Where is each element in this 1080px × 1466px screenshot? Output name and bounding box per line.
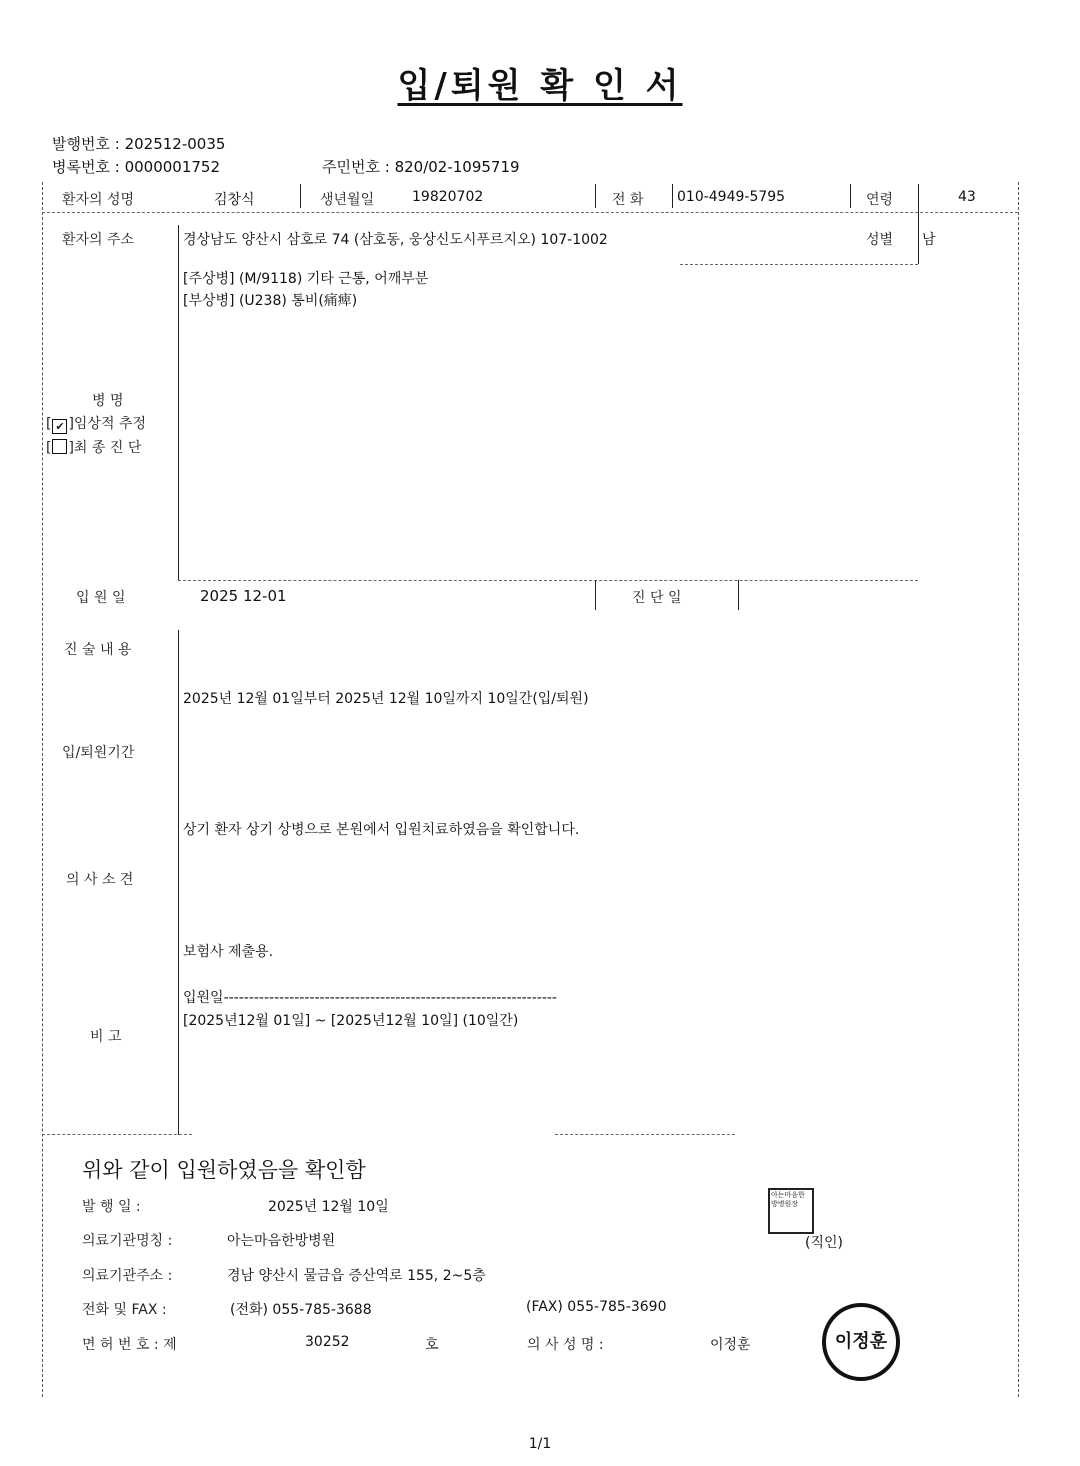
row-line-1 bbox=[42, 212, 1018, 213]
treatment-label: 진 술 내 용 bbox=[64, 642, 132, 658]
remarks-label: 비 고 bbox=[90, 1029, 122, 1045]
sex-label: 성별 bbox=[866, 232, 894, 248]
license-suffix: 호 bbox=[425, 1337, 439, 1353]
sex: 남 bbox=[922, 232, 936, 248]
confirm-statement: 위와 같이 입원하였음을 확인함 bbox=[82, 1158, 366, 1182]
doctor-label: 의 사 성 명 : bbox=[527, 1337, 604, 1353]
final-checkbox[interactable] bbox=[52, 439, 67, 454]
frame-left bbox=[42, 182, 43, 1397]
opinion-text: 상기 환자 상기 상병으로 본원에서 입원치료하였음을 확인합니다. bbox=[183, 822, 580, 838]
institution-phone: (전화) 055-785-3688 bbox=[230, 1302, 372, 1318]
cell-divider bbox=[918, 184, 919, 264]
institution-fax: (FAX) 055-785-3690 bbox=[526, 1299, 667, 1315]
issue-number: 발행번호 : 202512-0035 bbox=[52, 135, 226, 153]
label-divider-bottom bbox=[178, 630, 179, 1135]
frame-right bbox=[1018, 182, 1019, 1397]
address: 경상남도 양산시 삼호로 74 (삼호동, 웅상신도시푸르지오) 107-1002 bbox=[183, 232, 608, 248]
institution-address-label: 의료기관주소 : bbox=[82, 1268, 173, 1284]
cell-divider bbox=[850, 184, 851, 208]
sub-diagnosis: [부상병] (U238) 통비(痛痺) bbox=[183, 293, 358, 309]
row-line-4 bbox=[42, 1134, 192, 1135]
patient-name-label: 환자의 성명 bbox=[62, 192, 135, 208]
institution-address: 경남 양산시 물금읍 증산역로 155, 2~5층 bbox=[227, 1268, 486, 1284]
remarks-line-1: 보험사 제출용. bbox=[183, 944, 274, 960]
clinical-checkbox[interactable]: ✔ bbox=[52, 419, 67, 434]
seal-label: (직인) bbox=[805, 1235, 843, 1251]
remarks-line-2: 입원일------------------------------------------------------------------ bbox=[183, 990, 557, 1006]
diagnosis-label: 병 명 bbox=[92, 393, 124, 409]
treatment-text: 2025년 12월 01일부터 2025년 12월 10일까지 10일간(입/퇴원) bbox=[183, 691, 589, 707]
cell-divider bbox=[672, 184, 673, 208]
age: 43 bbox=[958, 189, 976, 205]
clinical-checkbox-row: [ ✔ ]임상적 추정 bbox=[46, 416, 147, 433]
phone-fax-label: 전화 및 FAX : bbox=[82, 1302, 167, 1318]
admission-date-label: 입 원 일 bbox=[76, 590, 126, 606]
row-line-3 bbox=[178, 580, 918, 581]
cell-divider bbox=[300, 184, 301, 208]
page-number: 1/1 bbox=[528, 1436, 552, 1452]
cell-divider bbox=[595, 580, 596, 610]
patient-name: 김창식 bbox=[214, 192, 255, 208]
address-label: 환자의 주소 bbox=[62, 232, 135, 248]
license-label: 면 허 번 호 : 제 bbox=[82, 1337, 177, 1353]
license-number: 30252 bbox=[305, 1334, 350, 1350]
birth-date: 19820702 bbox=[412, 189, 484, 205]
resident-number: 주민번호 : 820/02-1095719 bbox=[322, 158, 520, 176]
record-number: 병록번호 : 0000001752 bbox=[52, 158, 221, 176]
phone-label: 전 화 bbox=[612, 192, 644, 208]
cell-divider bbox=[738, 580, 739, 610]
remarks-line-3: [2025년12월 01일] ~ [2025년12월 10일] (10일간) bbox=[183, 1013, 519, 1029]
main-diagnosis: [주상병] (M/9118) 기타 근통, 어깨부분 bbox=[183, 271, 429, 287]
age-label: 연령 bbox=[866, 192, 894, 208]
institution-name: 아는마음한방병원 bbox=[227, 1233, 336, 1249]
final-checkbox-row: [ ]최 종 진 단 bbox=[46, 440, 142, 456]
doctor-seal-stamp: 이정훈 bbox=[822, 1303, 900, 1381]
institution-seal-stamp: 아는마음한방병원장 bbox=[768, 1188, 814, 1234]
row-line-5 bbox=[555, 1134, 735, 1135]
opinion-label: 의 사 소 견 bbox=[66, 872, 134, 888]
cell-divider bbox=[595, 184, 596, 208]
row-line-2 bbox=[680, 264, 918, 265]
page-title: 입/퇴원 확 인 서 bbox=[397, 66, 683, 106]
period-label: 입/퇴원기간 bbox=[62, 745, 135, 761]
institution-label: 의료기관명칭 : bbox=[82, 1233, 173, 1249]
diagnosis-date-label: 진 단 일 bbox=[632, 590, 682, 606]
doctor-name: 이정훈 bbox=[710, 1337, 751, 1353]
issue-date-label: 발 행 일 : bbox=[82, 1199, 141, 1215]
issue-date: 2025년 12월 10일 bbox=[268, 1199, 389, 1215]
birth-label: 생년월일 bbox=[320, 192, 375, 208]
label-divider-top bbox=[178, 225, 179, 580]
admission-date: 2025 12-01 bbox=[200, 587, 287, 605]
phone: 010-4949-5795 bbox=[677, 189, 786, 205]
